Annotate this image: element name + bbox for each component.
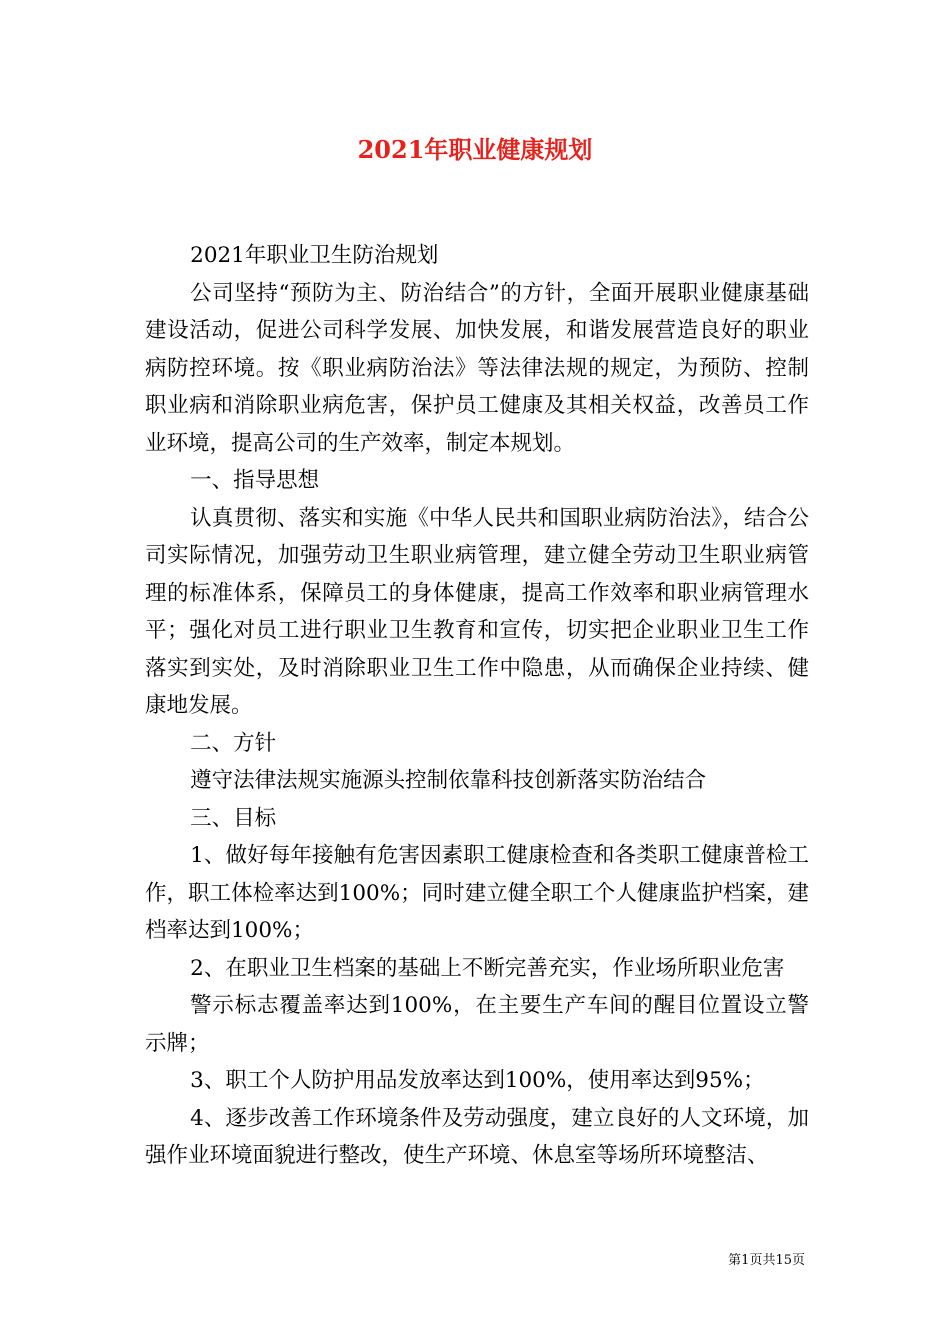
- section-heading-goals: 三、目标: [190, 805, 277, 831]
- goal-item-1: 1、做好每年接触有危害因素职工健康检查和各类职工健康普检工作，职工体检率达到100%；同时建立健全职工个人健康监护档案，建档率达到100%；: [145, 843, 809, 943]
- document-body: [145, 237, 809, 1175]
- goal-item-2: 2、在职业卫生档案的基础上不断完善充实，作业场所职业危害: [190, 955, 785, 981]
- section-heading-guiding-thought: 一、指导思想: [190, 468, 320, 493]
- subtitle-paragraph: 2021年职业卫生防治规划: [190, 243, 439, 268]
- policy-paragraph: 遵守法律法规实施源头控制依靠科技创新落实防治结合: [190, 768, 707, 793]
- guiding-thought-paragraph: 认真贯彻、落实和实施《中华人民共和国职业病防治法》，结合公司实际情况，加强劳动卫生职业病管理，建立健全劳动卫生职业病管理的标准体系，保障员工的身体健康，提高工作效率和职业病管理水平；强化对员工进行职业卫生教育和宣传，切实把企业职业卫生工作落实到实处，及时消除职业卫生工作中隐患，从而确保企业持续、健康地发展。: [145, 505, 809, 718]
- document-title: 2021年职业健康规划: [357, 135, 593, 164]
- intro-paragraph: 公司坚持“预防为主、防治结合”的方针，全面开展职业健康基础建设活动，促进公司科学发展、加快发展，和谐发展营造良好的职业病防控环境。按《职业病防治法》等法律法规的规定，为预防、控制职业病和消除职业病危害，保护员工健康及其相关权益，改善员工作业环境，提高公司的生产效率，制定本规划。: [145, 280, 809, 456]
- goal-item-3: 3、职工个人防护用品发放率达到100%，使用率达到95%；: [190, 1068, 765, 1093]
- page-number-footer: 第1页共15页: [728, 1253, 805, 1268]
- goal-item-2-continued: 警示标志覆盖率达到100%，在主要生产车间的醒目位置设立警示牌；: [145, 993, 809, 1056]
- section-heading-policy: 二、方针: [190, 730, 277, 756]
- goal-item-4: 4、逐步改善工作环境条件及劳动强度，建立良好的人文环境，加强作业环境面貌进行整改，使生产环境、休息室等场所环境整洁、: [145, 1105, 809, 1168]
